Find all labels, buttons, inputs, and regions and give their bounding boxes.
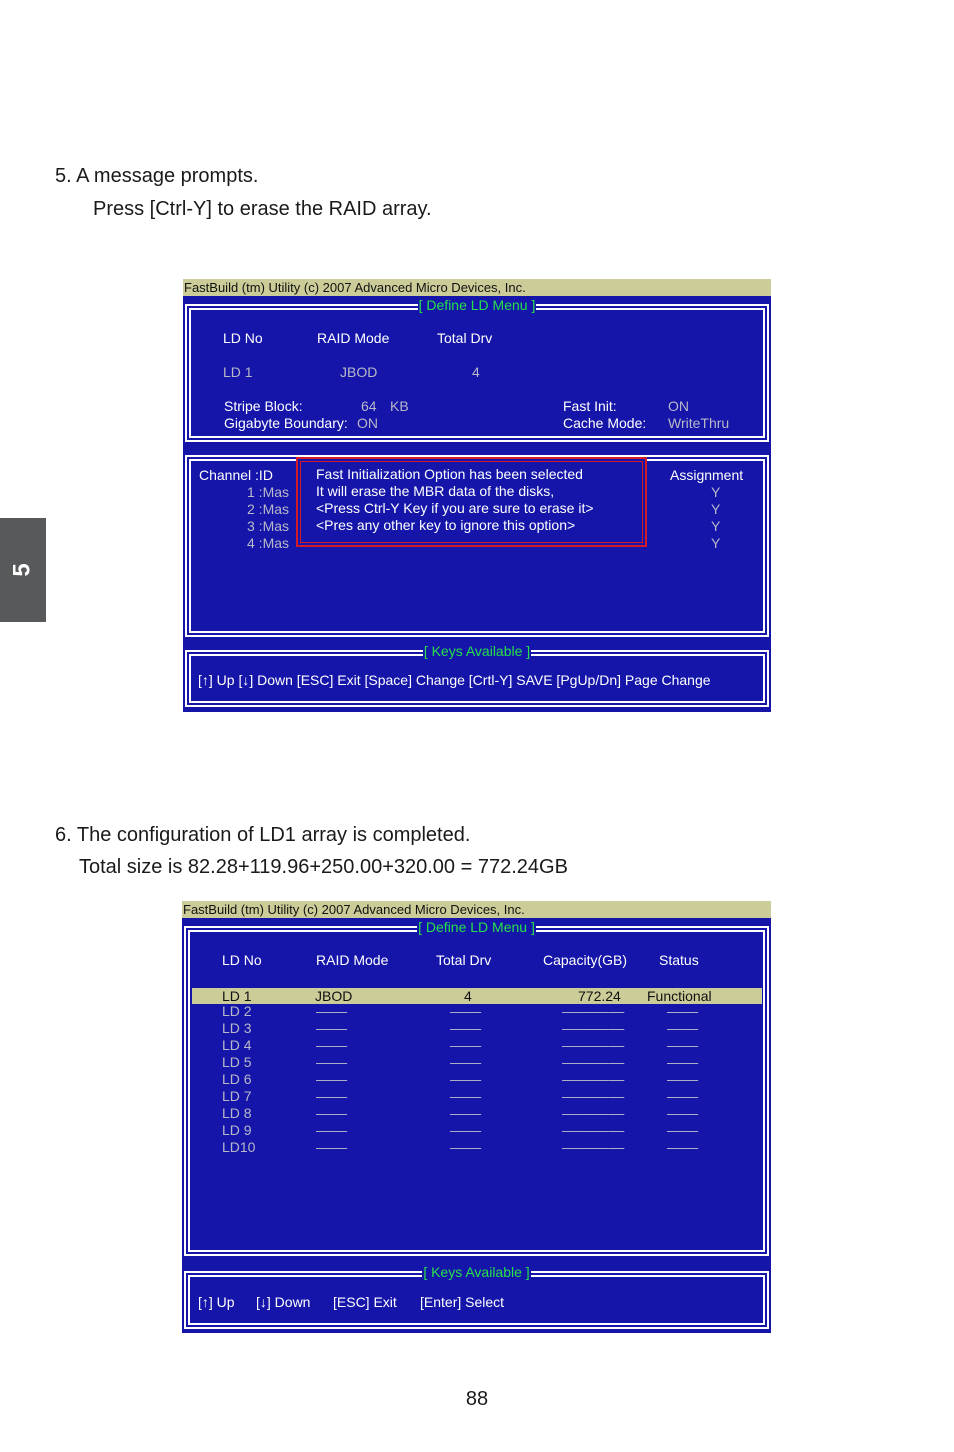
table-cell-status: –––– <box>667 1037 699 1053</box>
cache-mode-label: Cache Mode: <box>563 415 647 431</box>
table-cell-ld[interactable]: LD 8 <box>222 1105 252 1121</box>
dialog-message-line: <Pres any other key to ignore this option> <box>316 517 576 533</box>
bios-screen-erase-prompt <box>183 279 771 712</box>
cell-ld: LD 1 <box>222 988 252 1004</box>
table-cell-drv: –––– <box>450 1020 482 1036</box>
table-cell-status: –––– <box>667 1003 699 1019</box>
chapter-tab: 5 <box>0 518 46 622</box>
stripe-block-label: Stripe Block: <box>224 398 303 414</box>
keys-legend: [↑] Up [↓] Down [ESC] Exit [Space] Change [Crtl-Y] SAVE [PgUp/Dn] Page Change <box>198 672 711 688</box>
table-cell-status: –––– <box>667 1105 699 1121</box>
key-esc: [ESC] Exit <box>333 1294 397 1310</box>
table-cell-mode: –––– <box>316 1105 348 1121</box>
table-cell-ld[interactable]: LD 9 <box>222 1122 252 1138</box>
table-cell-mode: –––– <box>316 1054 348 1070</box>
assignment-value[interactable]: Y <box>711 535 721 551</box>
ld-row-mode[interactable]: JBOD <box>340 364 378 380</box>
header-total-drv: Total Drv <box>436 952 492 968</box>
table-cell-mode: –––– <box>316 1020 348 1036</box>
assignment-header: Assignment <box>670 467 744 483</box>
table-cell-status: –––– <box>667 1020 699 1036</box>
cell-capacity: 772.24 <box>578 988 621 1004</box>
table-cell-mode: –––– <box>316 1122 348 1138</box>
table-cell-ld[interactable]: LD10 <box>222 1139 256 1155</box>
table-cell-status: –––– <box>667 1054 699 1070</box>
table-cell-capacity: –––––––– <box>562 1003 625 1019</box>
table-cell-mode: –––– <box>316 1003 348 1019</box>
key-up: [↑] Up <box>198 1294 235 1310</box>
table-cell-drv: –––– <box>450 1122 482 1138</box>
table-cell-status: –––– <box>667 1139 699 1155</box>
cell-status: Functional <box>647 988 712 1004</box>
step6-total-size: Total size is 82.28+119.96+250.00+320.00 = 772.24GB <box>79 856 568 878</box>
header-raid-mode: RAID Mode <box>317 330 390 346</box>
cell-mode: JBOD <box>315 988 353 1004</box>
table-cell-capacity: –––––––– <box>562 1122 625 1138</box>
dialog-message-line: It will erase the MBR data of the disks, <box>316 483 555 499</box>
table-cell-capacity: –––––––– <box>562 1088 625 1104</box>
ld-row-ld[interactable]: LD 1 <box>223 364 253 380</box>
table-cell-drv: –––– <box>450 1071 482 1087</box>
assignment-value[interactable]: Y <box>711 484 721 500</box>
table-cell-drv: –––– <box>450 1105 482 1121</box>
dialog-message-line: Fast Initialization Option has been selected <box>316 466 583 482</box>
table-cell-drv: –––– <box>450 1054 482 1070</box>
define-ld-menu-title: [ Define LD Menu ] <box>418 919 535 935</box>
table-cell-mode: –––– <box>316 1139 348 1155</box>
stripe-block-value[interactable]: 64 <box>361 398 377 414</box>
ld-row-drv[interactable]: 4 <box>472 364 480 380</box>
key-down: [↓] Down <box>256 1294 311 1310</box>
fast-init-value[interactable]: ON <box>668 398 689 414</box>
key-enter: [Enter] Select <box>420 1294 505 1310</box>
table-cell-drv: –––– <box>450 1088 482 1104</box>
channel-row: 2 :Mas <box>247 501 290 517</box>
table-cell-capacity: –––––––– <box>562 1071 625 1087</box>
keys-available-title: [ Keys Available ] <box>423 1264 530 1280</box>
gigabyte-boundary-value[interactable]: ON <box>357 415 378 431</box>
table-cell-mode: –––– <box>316 1037 348 1053</box>
header-status: Status <box>659 952 699 968</box>
table-cell-drv: –––– <box>450 1037 482 1053</box>
assignment-value[interactable]: Y <box>711 518 721 534</box>
table-cell-ld[interactable]: LD 3 <box>222 1020 252 1036</box>
table-cell-capacity: –––––––– <box>562 1139 625 1155</box>
fast-init-label: Fast Init: <box>563 398 617 414</box>
cell-drv: 4 <box>464 988 472 1004</box>
table-cell-capacity: –––––––– <box>562 1054 625 1070</box>
channel-row: 1 :Mas <box>247 484 290 500</box>
table-cell-capacity: –––––––– <box>562 1020 625 1036</box>
table-cell-drv: –––– <box>450 1139 482 1155</box>
step5-instruction: Press [Ctrl-Y] to erase the RAID array. <box>93 198 432 220</box>
table-cell-capacity: –––––––– <box>562 1037 625 1053</box>
header-capacity: Capacity(GB) <box>543 952 628 968</box>
header-ld-no: LD No <box>222 952 262 968</box>
gigabyte-boundary-label: Gigabyte Boundary: <box>224 415 348 431</box>
table-cell-status: –––– <box>667 1088 699 1104</box>
keys-available-title: [ Keys Available ] <box>423 643 531 659</box>
header-raid-mode: RAID Mode <box>316 952 389 968</box>
table-cell-mode: –––– <box>316 1071 348 1087</box>
table-cell-status: –––– <box>667 1122 699 1138</box>
table-cell-ld[interactable]: LD 5 <box>222 1054 252 1070</box>
table-cell-ld[interactable]: LD 6 <box>222 1071 252 1087</box>
table-cell-status: –––– <box>667 1071 699 1087</box>
table-row-selected[interactable] <box>192 988 762 1004</box>
header-total-drv: Total Drv <box>437 330 493 346</box>
step5-heading: 5. A message prompts. <box>55 165 259 187</box>
step6-heading: 6. The configuration of LD1 array is completed. <box>55 824 471 846</box>
stripe-block-unit: KB <box>390 398 409 414</box>
channel-row: 4 :Mas <box>247 535 290 551</box>
table-cell-ld[interactable]: LD 7 <box>222 1088 252 1104</box>
utility-title-bar: FastBuild (tm) Utility (c) 2007 Advanced Micro Devices, Inc. <box>182 901 771 918</box>
utility-title-bar: FastBuild (tm) Utility (c) 2007 Advanced Micro Devices, Inc. <box>183 279 771 296</box>
dialog-message-line: <Press Ctrl-Y Key if you are sure to erase it> <box>316 500 594 516</box>
table-cell-drv: –––– <box>450 1003 482 1019</box>
channel-id-header: Channel :ID <box>199 467 273 483</box>
assignment-value[interactable]: Y <box>711 501 721 517</box>
table-cell-ld[interactable]: LD 4 <box>222 1037 252 1053</box>
define-ld-menu-title: [ Define LD Menu ] <box>418 297 536 313</box>
cache-mode-value[interactable]: WriteThru <box>668 415 730 431</box>
header-ld-no: LD No <box>223 330 263 346</box>
table-cell-ld[interactable]: LD 2 <box>222 1003 252 1019</box>
page-number: 88 <box>465 1388 489 1410</box>
channel-row: 3 :Mas <box>247 518 290 534</box>
table-cell-capacity: –––––––– <box>562 1105 625 1121</box>
table-cell-mode: –––– <box>316 1088 348 1104</box>
bios-screen-ld-list <box>182 901 771 1333</box>
